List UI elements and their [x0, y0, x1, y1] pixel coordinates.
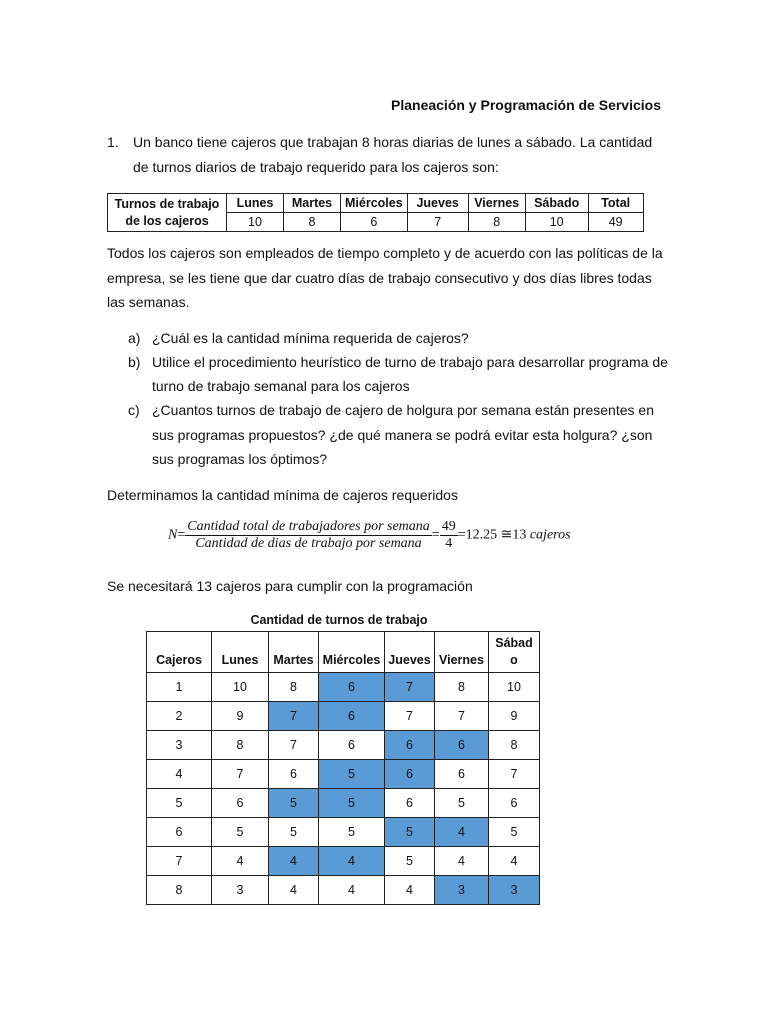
table-cell: 5 — [212, 818, 269, 847]
table-cell: 5 — [319, 760, 385, 789]
formula-lhs: N — [168, 527, 178, 543]
table-cell: 2 — [147, 702, 212, 731]
column-header: Martes — [269, 632, 319, 673]
table-cell: 7 — [407, 213, 468, 232]
table-cell: 7 — [147, 847, 212, 876]
table-cell: 8 — [435, 673, 489, 702]
table-cell: 7 — [385, 702, 435, 731]
table-cell: 5 — [147, 789, 212, 818]
column-header: Viernes — [435, 632, 489, 673]
question-c-line1: ¿Cuantos turnos de trabajo de cajero de holgura por semana están presentes en — [152, 402, 654, 418]
formula-denominator: Cantidad de dias de trabajo por semana — [195, 536, 422, 551]
table-cell: 8 — [468, 213, 525, 232]
table-cell: 8 — [147, 876, 212, 905]
table-cell: 4 — [435, 818, 489, 847]
table-cell: 8 — [269, 673, 319, 702]
table-row — [147, 818, 540, 847]
table-cell: 6 — [385, 760, 435, 789]
table-cell: 7 — [269, 702, 319, 731]
table-row — [147, 760, 540, 789]
table-cell: 10 — [212, 673, 269, 702]
table-cell: 5 — [385, 818, 435, 847]
question-a-line1: ¿Cuál es la cantidad mínima requerida de cajeros? — [152, 330, 469, 346]
question-a-label: a) — [128, 330, 141, 346]
table-cell: 49 — [588, 213, 643, 232]
table-cell: 6 — [269, 760, 319, 789]
table-row — [147, 876, 540, 905]
table-row — [147, 673, 540, 702]
table-cell: 6 — [147, 818, 212, 847]
table-cell: 5 — [319, 789, 385, 818]
table-cell: 6 — [341, 213, 408, 232]
question-c-label: c) — [128, 402, 140, 418]
table-cell: 4 — [212, 847, 269, 876]
paragraph-line3: las semanas. — [107, 294, 190, 310]
column-header: Jueves — [407, 194, 468, 213]
column-header: Jueves — [385, 632, 435, 673]
table-cell: 6 — [385, 731, 435, 760]
table-cell: 10 — [525, 213, 588, 232]
column-header: Sábado — [525, 194, 588, 213]
table-cell: 3 — [212, 876, 269, 905]
shifts-requirement-table — [107, 193, 644, 232]
paragraph-line2: empresa, se les tiene que dar cuatro días de trabajo consecutivo y dos días libres todas — [107, 270, 652, 286]
table-cell: 6 — [319, 702, 385, 731]
question-b-line1: Utilice el procedimiento heurístico de turno de trabajo para desarrollar programa de — [152, 354, 668, 370]
table-cell: 6 — [212, 789, 269, 818]
formula-fraction — [185, 519, 432, 552]
formula-unit: cajeros — [529, 527, 571, 543]
table-cell: 7 — [489, 760, 540, 789]
column-header: Miércoles — [341, 194, 408, 213]
formula — [168, 519, 571, 552]
question-c-line2: sus programas propuestos? ¿de qué manera se podrá evitar esta holgura? ¿son — [152, 427, 653, 443]
row-header-line1: Turnos de trabajo — [114, 196, 220, 211]
table-cell: 3 — [435, 876, 489, 905]
table-cell: 7 — [385, 673, 435, 702]
column-header: Miércoles — [319, 632, 385, 673]
table-cell: 6 — [435, 760, 489, 789]
row-header — [108, 194, 227, 232]
table-cell: 8 — [489, 731, 540, 760]
table-cell: 5 — [435, 789, 489, 818]
table-cell: 4 — [147, 760, 212, 789]
column-header: Martes — [284, 194, 341, 213]
table-cell: 4 — [435, 847, 489, 876]
problem-text-line1: Un banco tiene cajeros que trabajan 8 horas diarias de lunes a sábado. La cantidad — [133, 134, 653, 150]
paragraph-line1: Todos los cajeros son empleados de tiempo completo y de acuerdo con las políticas de la — [107, 245, 663, 261]
formula-result: =12.25 ≅13 — [457, 527, 527, 543]
formula-fraction-2-num: 49 — [441, 519, 456, 534]
table-cell: 5 — [319, 818, 385, 847]
table-cell: 10 — [489, 673, 540, 702]
column-header: Cajeros — [147, 632, 212, 673]
table-caption: Cantidad de turnos de trabajo — [250, 613, 428, 627]
table-row — [147, 731, 540, 760]
conclusion-text: Se necesitará 13 cajeros para cumplir con la programación — [107, 578, 473, 594]
table-cell: 5 — [385, 847, 435, 876]
table-cell: 3 — [147, 731, 212, 760]
table-cell: 10 — [227, 213, 284, 232]
question-b-label: b) — [128, 354, 141, 370]
table-cell: 5 — [269, 789, 319, 818]
table-cell: 6 — [319, 673, 385, 702]
question-b-line2: turno de trabajo semanal para los cajeros — [152, 378, 410, 394]
formula-fraction-2-den: 4 — [445, 536, 453, 551]
table-row — [147, 847, 540, 876]
table-cell: 4 — [269, 847, 319, 876]
table-body — [147, 673, 540, 905]
table-cell: 6 — [435, 731, 489, 760]
table-cell: 6 — [319, 731, 385, 760]
determine-text: Determinamos la cantidad mínima de cajeros requeridos — [107, 487, 458, 503]
shift-schedule-table — [146, 631, 540, 905]
table-cell: 7 — [269, 731, 319, 760]
table-row — [147, 702, 540, 731]
table-cell: 6 — [489, 789, 540, 818]
document-title: Planeación y Programación de Servicios — [391, 97, 661, 113]
column-header: Total — [588, 194, 643, 213]
column-header: Lunes — [227, 194, 284, 213]
table-cell: 4 — [385, 876, 435, 905]
table-cell: 3 — [489, 876, 540, 905]
table-cell: 9 — [489, 702, 540, 731]
column-header: Sábad o — [489, 632, 540, 673]
table-cell: 8 — [284, 213, 341, 232]
formula-fraction-2 — [440, 519, 458, 552]
table-row — [147, 789, 540, 818]
problem-number: 1. — [107, 134, 119, 150]
column-header: Lunes — [212, 632, 269, 673]
table-cell: 4 — [319, 876, 385, 905]
table-cell: 8 — [212, 731, 269, 760]
table-cell: 4 — [489, 847, 540, 876]
formula-equals-2: = — [431, 527, 440, 543]
table-cell: 5 — [269, 818, 319, 847]
problem-text-line2: de turnos diarios de trabajo requerido para los cajeros son: — [133, 159, 499, 175]
table-cell: 4 — [319, 847, 385, 876]
table-cell: 7 — [212, 760, 269, 789]
row-header-line2: de los cajeros — [125, 213, 209, 228]
formula-numerator: Cantidad total de trabajadores por semana — [187, 519, 430, 534]
table-cell: 4 — [269, 876, 319, 905]
column-header: Viernes — [468, 194, 525, 213]
table-cell: 7 — [435, 702, 489, 731]
table-cell: 6 — [385, 789, 435, 818]
question-c-line3: sus programas los óptimos? — [152, 451, 328, 467]
table-cell: 5 — [489, 818, 540, 847]
table-cell: 9 — [212, 702, 269, 731]
formula-equals: = — [177, 527, 186, 543]
table-cell: 1 — [147, 673, 212, 702]
